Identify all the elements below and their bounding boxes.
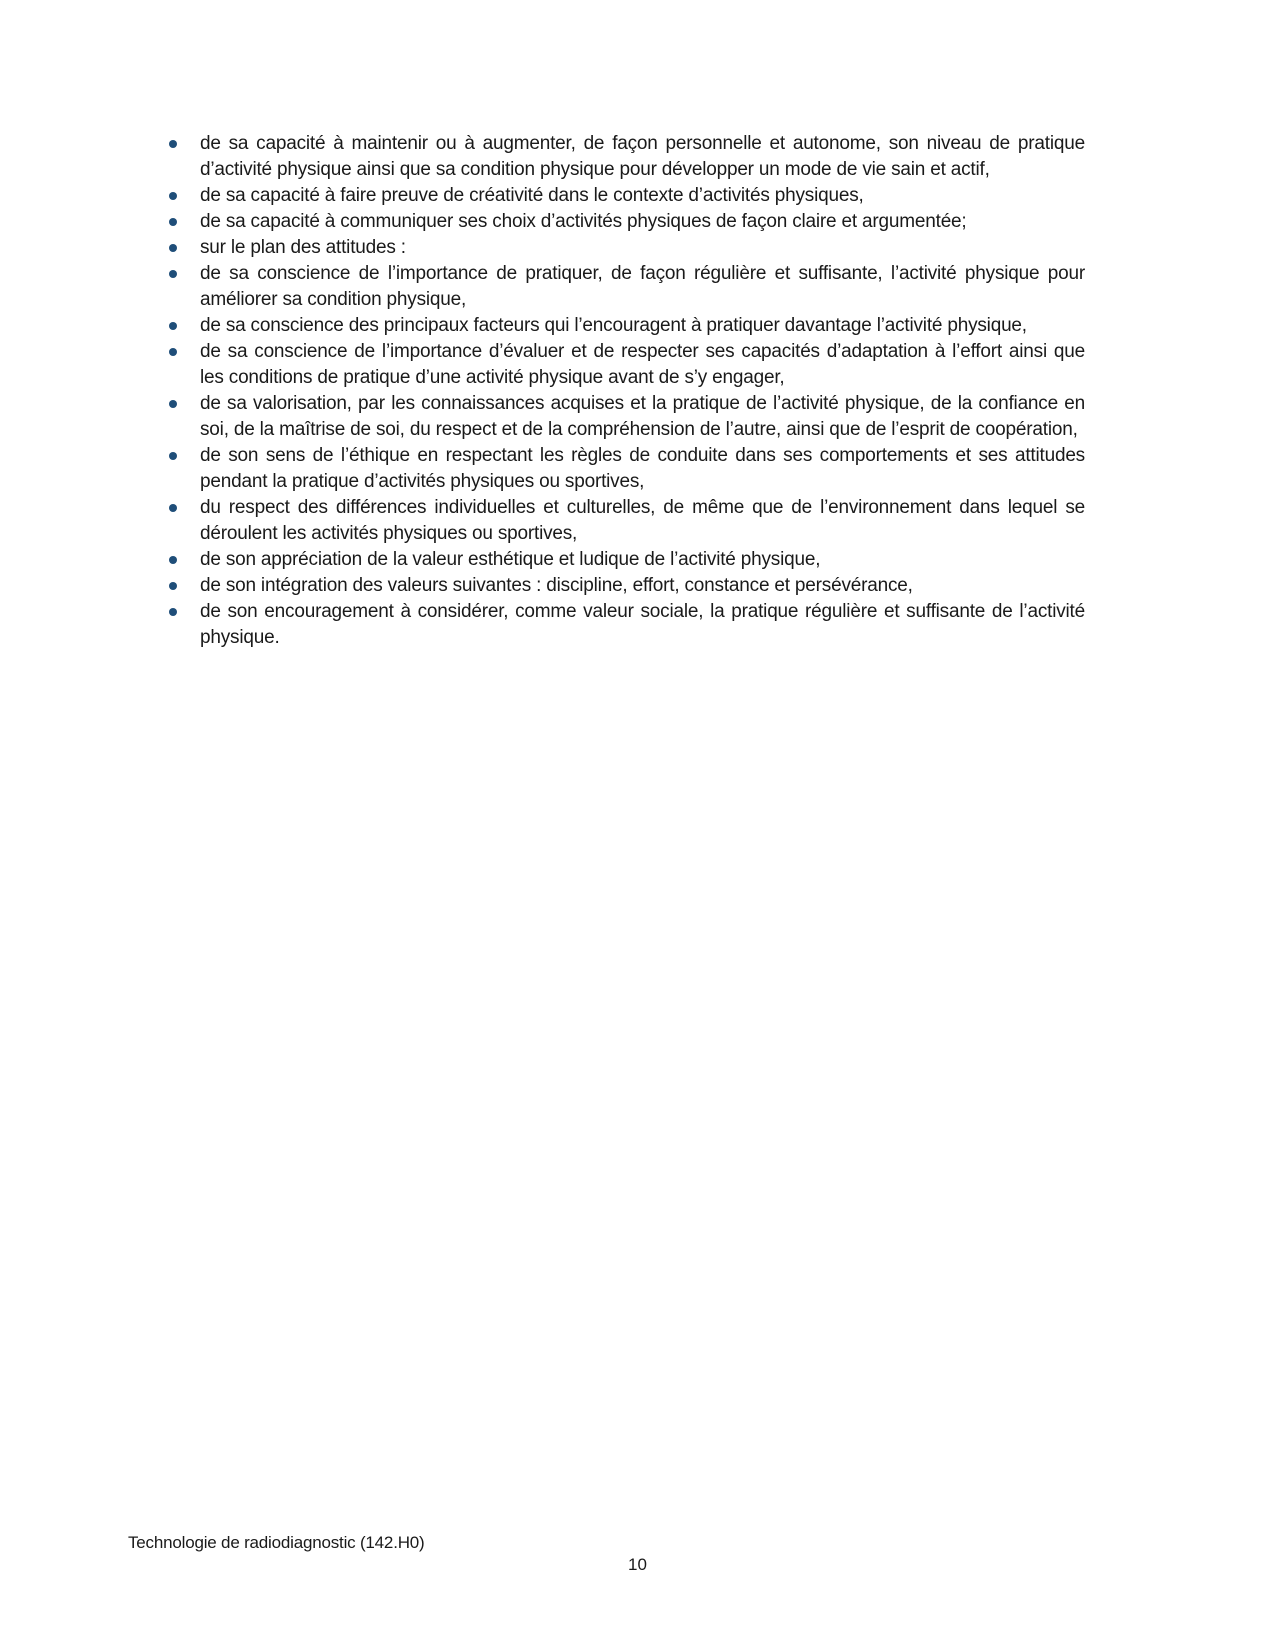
list-item — [165, 235, 1085, 261]
list-item-text: de sa conscience des principaux facteurs qui l’encouragent à pratiquer davantage l’activité physique, — [200, 315, 1027, 336]
bullet-icon — [165, 599, 200, 625]
footer-page-number: 10 — [628, 1555, 647, 1574]
bullet-icon — [165, 313, 200, 339]
list-item-text: de son intégration des valeurs suivantes : discipline, effort, constance et persévérance, — [200, 575, 913, 596]
list-item-text: de sa capacité à communiquer ses choix d’activités physiques de façon claire et argumentée; — [200, 211, 967, 232]
list-item — [165, 313, 1085, 339]
list-item-text: de sa conscience de l’importance de pratiquer, de façon régulière et suffisante, l’activité physique pour améliorer sa condition physique, — [200, 263, 1085, 310]
list-item — [165, 599, 1085, 651]
list-item-text: de son appréciation de la valeur esthétique et ludique de l’activité physique, — [200, 549, 821, 570]
bullet-icon — [165, 131, 200, 157]
list-item-text: de sa valorisation, par les connaissances acquises et la pratique de l’activité physique, de la confiance en soi, de la maîtrise de soi, du respect et de la compréhension de l’autre, ainsi que de l’esprit de coopération, — [200, 393, 1085, 440]
footer-document-title: Technologie de radiodiagnostic (142.H0) — [128, 1533, 425, 1552]
bullet-icon — [165, 261, 200, 287]
list-item-text: de sa capacité à maintenir ou à augmenter, de façon personnelle et autonome, son niveau de pratique d’activité physique ainsi que sa condition physique pour développer un mode de vie sain et actif, — [200, 133, 1085, 180]
list-item — [165, 391, 1085, 443]
bullet-icon — [165, 573, 200, 599]
bullet-icon — [165, 235, 200, 261]
list-item — [165, 547, 1085, 573]
list-item — [165, 131, 1085, 183]
list-item-text: de sa conscience de l’importance d’évaluer et de respecter ses capacités d’adaptation à l’effort ainsi que les conditions de pratique d’une activité physique avant de s’y engager, — [200, 341, 1085, 388]
list-item — [165, 261, 1085, 313]
list-item-text: de son sens de l’éthique en respectant les règles de conduite dans ses comportements et ses attitudes pendant la pratique d’activités physiques ou sportives, — [200, 445, 1085, 492]
bullet-list — [165, 131, 1085, 651]
list-item — [165, 573, 1085, 599]
list-item-text: de sa capacité à faire preuve de créativité dans le contexte d’activités physiques, — [200, 185, 864, 206]
list-item-text: de son encouragement à considérer, comme valeur sociale, la pratique régulière et suffisante de l’activité physique. — [200, 601, 1085, 648]
bullet-icon — [165, 547, 200, 573]
bullet-list-section — [165, 131, 1085, 651]
bullet-icon — [165, 443, 200, 469]
list-item-text: sur le plan des attitudes : — [200, 237, 406, 258]
list-item — [165, 183, 1085, 209]
list-item-text: du respect des différences individuelles et culturelles, de même que de l’environnement dans lequel se déroulent les activités physiques ou sportives, — [200, 497, 1085, 544]
list-item — [165, 495, 1085, 547]
list-item — [165, 443, 1085, 495]
list-item — [165, 209, 1085, 235]
bullet-icon — [165, 209, 200, 235]
bullet-icon — [165, 339, 200, 365]
bullet-icon — [165, 495, 200, 521]
bullet-icon — [165, 183, 200, 209]
list-item — [165, 339, 1085, 391]
bullet-icon — [165, 391, 200, 417]
